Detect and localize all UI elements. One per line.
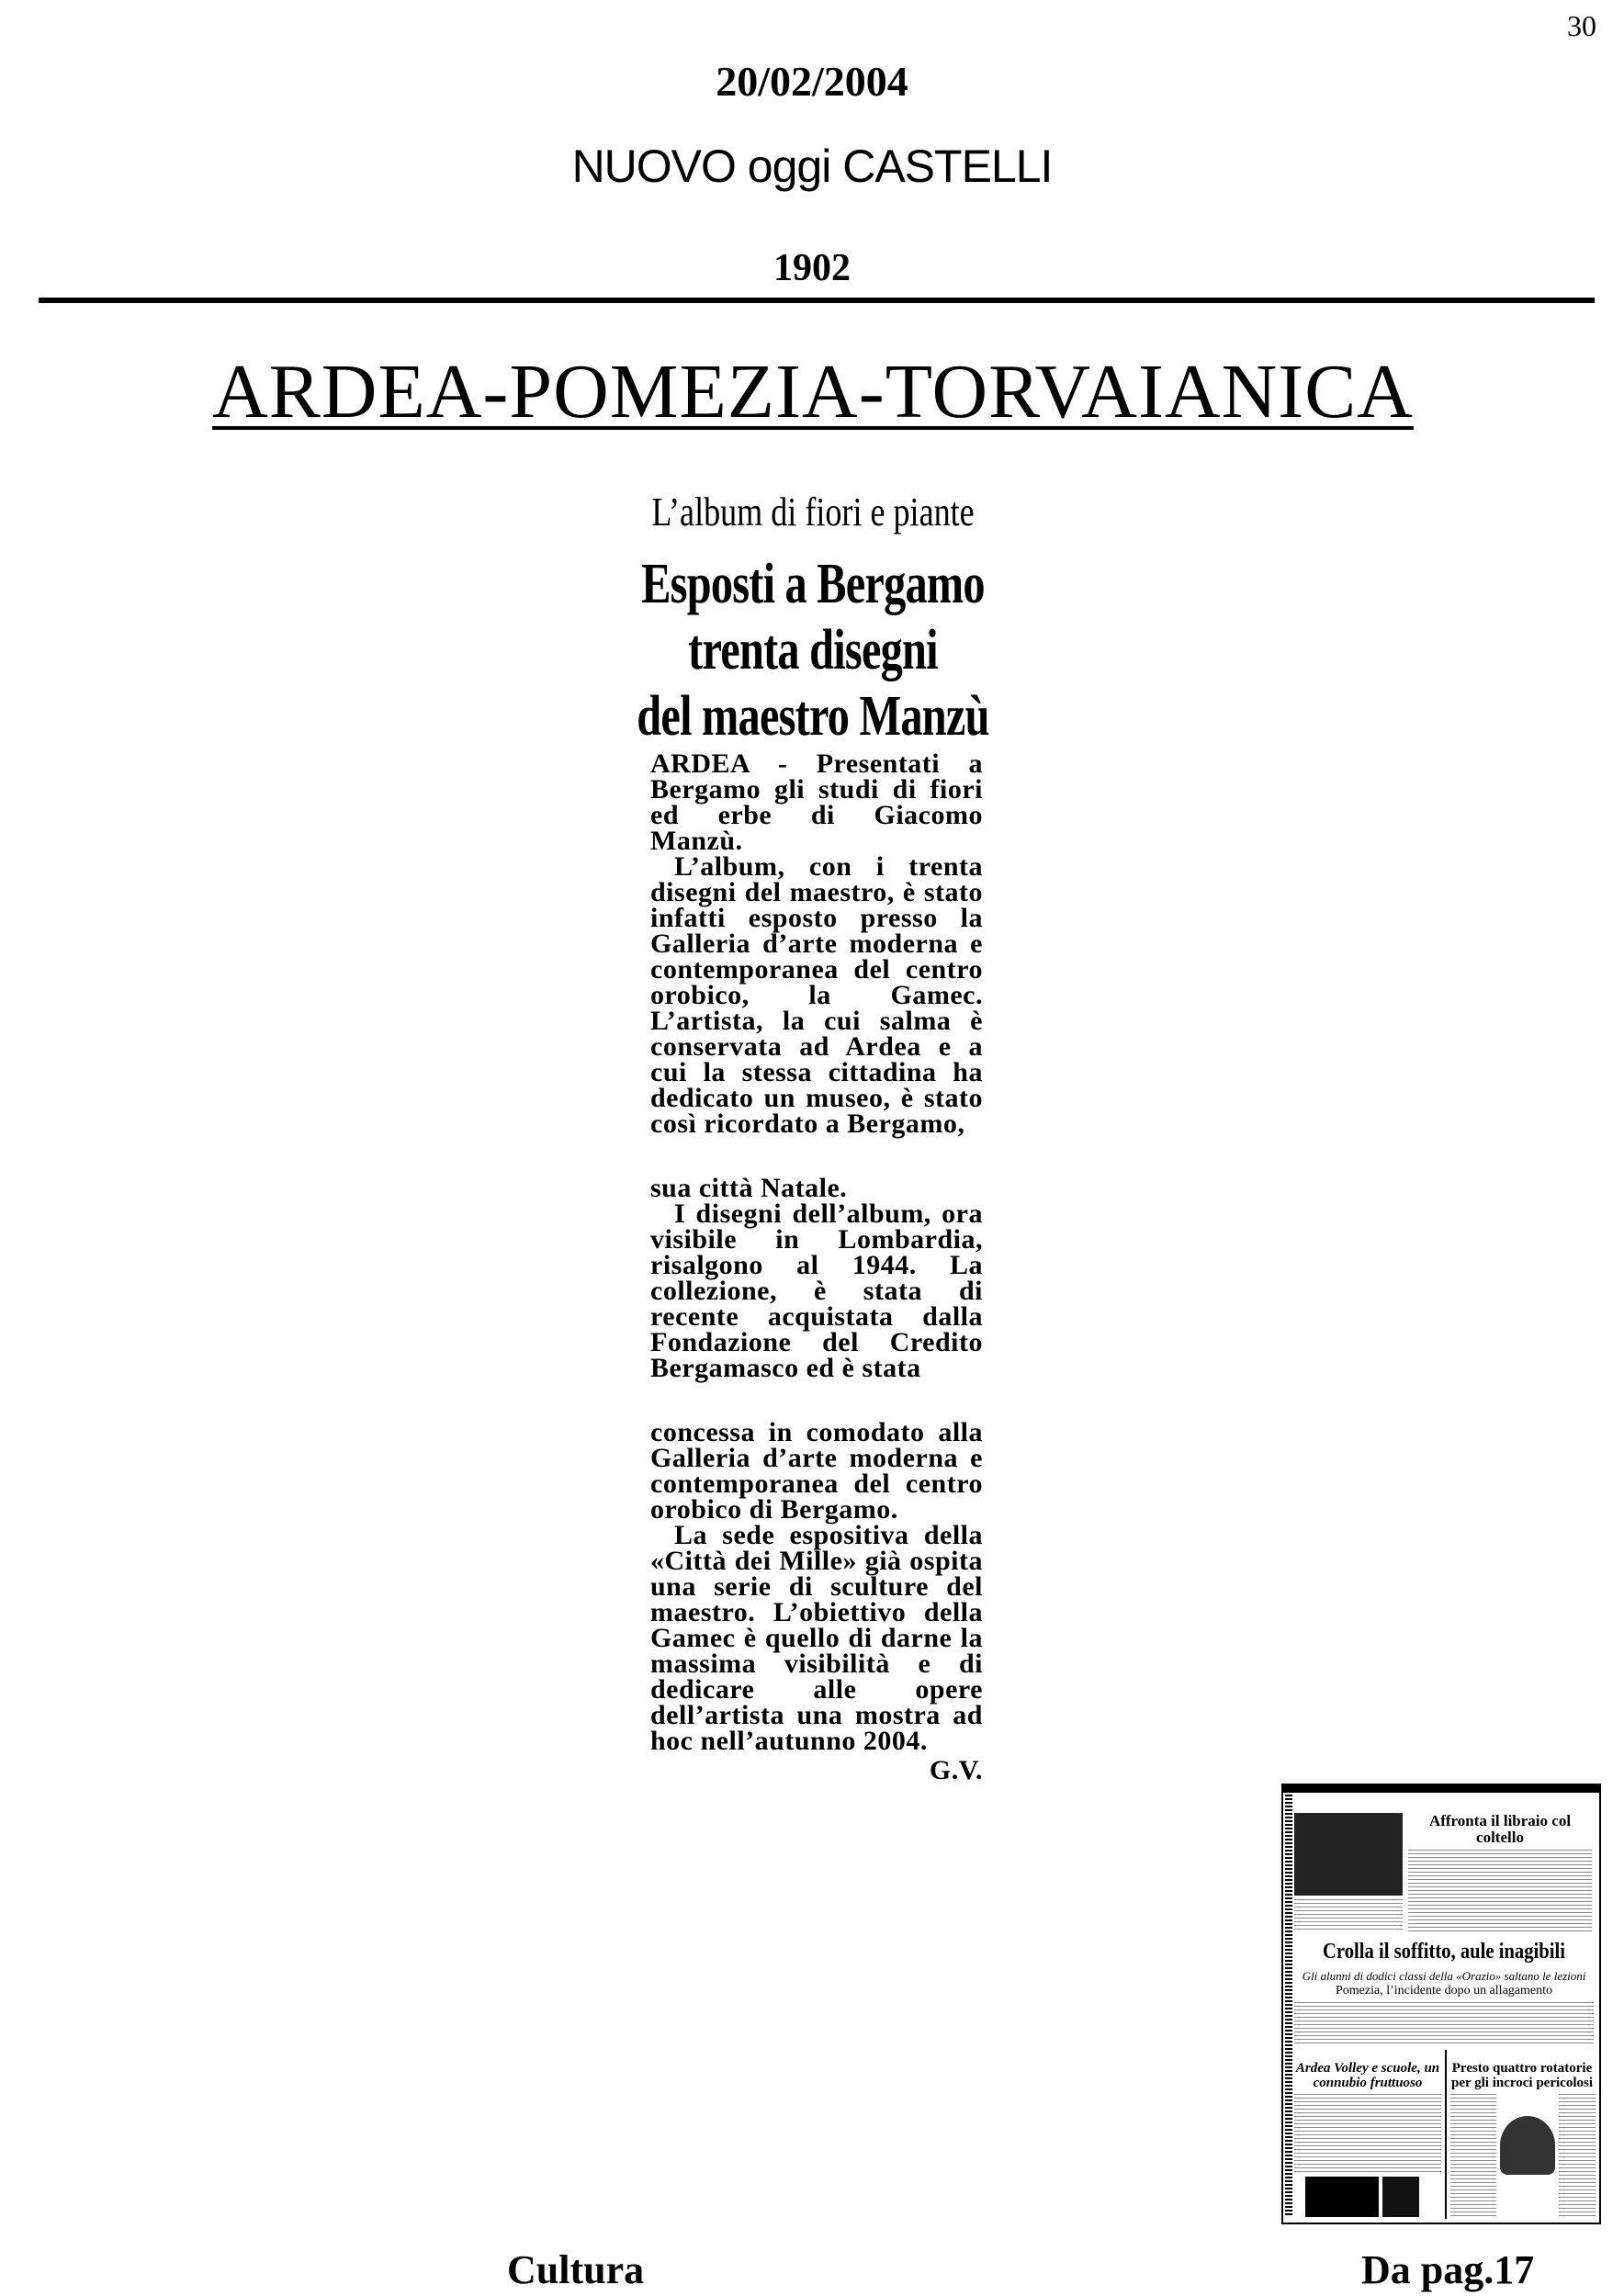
edition-code: 1902 xyxy=(773,247,851,289)
thumbnail-text-block xyxy=(1294,1899,1403,1932)
article-paragraph: La sede espositiva della «Città dei Mille» già ospita una serie di sculture del maestro. L’obiettivo della Gamec è quello di darne la massima visibilità e di dedicare alle opere dell’artista una mostra ad hoc nell’autunno 2004. xyxy=(650,1520,983,1756)
thumbnail-text-block xyxy=(1450,2094,1496,2217)
page-number: 30 xyxy=(1567,9,1596,42)
headline-line: Esposti a Bergamo xyxy=(641,553,985,615)
thumbnail-subhead-italic: Gli alunni di dodici classi della «Orazio» saltano le lezioni xyxy=(1302,1969,1586,1983)
thumbnail-ad-block xyxy=(1305,2177,1379,2217)
article-paragraph: I disegni dell’album, ora visibile in Lombardia, risalgono al 1944. La collezione, è stata di recente acquistata dalla Fondazione del Credito Bergamasco ed è stata xyxy=(650,1199,983,1383)
author-signature: G.V. xyxy=(929,1755,983,1785)
section-title: ARDEA-POMEZIA-TORVAIANICA xyxy=(212,349,1414,434)
headline-line: trenta disegni xyxy=(688,619,938,681)
thumbnail-edge-strip xyxy=(1285,1795,1292,2217)
article-headline xyxy=(609,551,1018,749)
thumbnail-subhead: Pomezia, l’incidente dopo un allagamento xyxy=(1336,1984,1552,1998)
article-paragraph: concessa in comodato alla Galleria d’arte moderna e contemporanea del centro orobico di Bergamo. xyxy=(650,1417,983,1525)
thumbnail-ad-block xyxy=(1382,2177,1419,2217)
thumbnail-portrait xyxy=(1500,2116,1555,2175)
thumbnail-text-block xyxy=(1408,1850,1592,1932)
publication-date: 20/02/2004 xyxy=(716,58,908,105)
article-paragraph: ARDEA - Presentati a Bergamo gli studi di fiori ed erbe di Giacomo Manzù. xyxy=(650,748,983,856)
newspaper-name: NUOVO oggi CASTELLI xyxy=(571,141,1053,192)
thumbnail-text-block xyxy=(1294,2002,1594,2044)
article-paragraph: L’album, con i trenta disegni del maestro, è stato infatti esposto presso la Galleria d’arte moderna e contemporanea del centro orobico, la Gamec. L’artista, la cui salma è conservata ad Ardea e a cui la stessa cittadina ha dedicato un museo, è stato così ricordato a Bergamo, xyxy=(650,851,983,1139)
thumbnail-right-story: Presto quattro rotatorie per gli incroci pericolosi xyxy=(1450,2061,1593,2090)
thumbnail-headline-main: Crolla il soffitto, aule inagibili xyxy=(1323,1940,1565,1964)
source-page-thumbnail xyxy=(1281,1784,1601,2224)
thumbnail-text-block xyxy=(1559,2094,1596,2217)
thumbnail-header-bar xyxy=(1283,1785,1599,1793)
article-paragraph: sua città Natale. xyxy=(650,1173,848,1203)
article-kicker: L’album di fiori e piante xyxy=(651,490,975,535)
headline-line: del maestro Manzù xyxy=(637,685,989,748)
thumbnail-headline-top: Affronta il libraio col coltello xyxy=(1428,1812,1572,1846)
footer-page-ref: Da pag.17 xyxy=(1361,2247,1535,2292)
header-divider xyxy=(39,298,1595,303)
article-body xyxy=(650,748,983,1785)
thumbnail-left-story: Ardea Volley e scuole, un connubio fruttuoso xyxy=(1295,2061,1440,2090)
thumbnail-column-rule xyxy=(1445,2050,1447,2219)
thumbnail-text-block xyxy=(1294,2094,1441,2173)
thumbnail-photo xyxy=(1294,1813,1403,1896)
footer-rubric: Cultura xyxy=(507,2247,645,2292)
